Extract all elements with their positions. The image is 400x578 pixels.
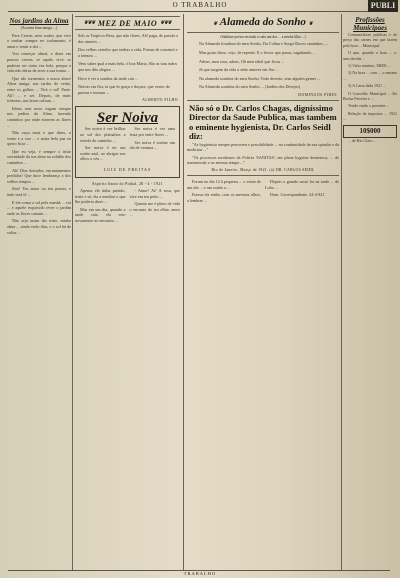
col3-bottom-left	[187, 179, 261, 205]
stanza: Doce é ver a sombra da tarde cair ...	[78, 75, 139, 81]
col4-bottom	[343, 138, 397, 143]
stanza: Na alameda sombria do meu Sonho, Todo deserto, sem alguém gemer ...	[199, 75, 321, 81]
stanza: Adeus, meu rosa, adeus, Oh meu ideal que ficou ...	[199, 58, 285, 64]
paragraph: Que eu veja, e sempre a triste serenidade da tua alma na solidão dos caminhos ...	[7, 148, 71, 166]
column-divider	[72, 14, 73, 570]
paragraph: 3) A Carta dada 1921 ...	[348, 83, 386, 89]
stanza: Vens saber qual a mais bela, ó boa Maria, São as tuas mãos que nos dão alegria ...	[78, 61, 178, 72]
paragraph: Quanto me é pleno de vida o encanto do teu olhar, amor ...	[129, 201, 180, 218]
stanza: Na Alameda sombria do meu Sonho ... (Jardim dos Desejos)	[199, 84, 301, 90]
seidl-headline: Não só o Dr. Carlos Chagas, digníssimo Director da Saude Publica, mas tambem o eminente hygienista, Dr. Carlos Seidl diz:	[189, 102, 337, 142]
column-3	[187, 16, 339, 571]
stanza: Dos velhos castelos que tenhas a vida, Pomas de rouxinol e a ternura ...	[78, 47, 178, 58]
paragraph: Sim! Teu amor ou teu pranto, e tudo será fé ...	[7, 186, 71, 198]
paragraph: Ser noiva é ver brilhar ao sol dos plainaltos a estrela do caminho ...	[80, 126, 126, 143]
col1-subtitle: (Ao meu bom amigo ...)	[20, 26, 58, 30]
paragraph: Relação de impostos ... 1921 ...	[343, 110, 397, 122]
mez-de-maio-banner	[75, 16, 180, 30]
divider	[187, 175, 339, 176]
divider	[187, 100, 339, 101]
ser-noiva-right	[130, 126, 176, 164]
dateline: Espirito Santo do Pinhal, 28 - 4 - 1921	[92, 181, 163, 186]
paragraph: Ideias sem nexo vagam sempre nos jardins da Alma, fazendo caminhos por onde morrem as flores ...	[7, 105, 71, 128]
col1-body	[7, 33, 71, 236]
ornament-icon: ❦❦❦	[160, 21, 172, 26]
paragraph: Estava ela então, com os mesmos olhos, a lembrar ...	[187, 192, 261, 203]
col2-bottom-left	[75, 188, 126, 226]
paragraph: Mas em um dia, quando a tarde caía, ela veio novamente ao encontro ...	[75, 206, 126, 223]
paragraph: E ele como o sol pela manhã ... vai ... e aquele esquecido rever o jardim onde as flores cantam ...	[7, 199, 71, 216]
paragraph: Vou começar afinal, e dizer em poucos versos, se aquilo vive; se pudesse ser outra vez bela, porque a vida não deixa de tecer a sua trama ...	[7, 51, 71, 74]
ser-noiva-title: Ser Noiva	[96, 110, 159, 127]
ser-noiva-body	[80, 126, 175, 164]
alameda-title	[187, 16, 339, 33]
paragraph: 1) Valor minimo, 3$000 ...	[348, 63, 391, 69]
column-4	[343, 16, 397, 571]
paragraph: "As hygienista sempre percorreu e possibilidade ... na continuidade da sua opinião e da medicina ..."	[187, 141, 339, 153]
paragraph: Não seja assim tão triste, minha alma ... ainda virão dias, e o sol há de voltar ...	[7, 218, 71, 235]
dateline: Rio de Janeiro, Março de 1921. (a) DR. CARLOS SEIDL	[211, 167, 315, 172]
footer-label: TRABALHO	[183, 571, 217, 576]
col4-headline: Profissões Municipaes	[353, 16, 387, 32]
banner-title: MEZ DE MAIO	[97, 18, 158, 28]
alameda-signature: DOMINGOS PIRES	[298, 92, 337, 97]
paragraph: Ah! Dias doirados, encantamentos perdidos! Que doce lembrança a dos velhos tempos ...	[7, 167, 71, 184]
alameda-poem	[187, 41, 339, 90]
paragraph: Que são tormentos a nossa alma! Alma amiga, nas tardes de verão, entre os galhos ... Virá o sol! Parte. Ali! ... e ser. Depois, de mais tristezas, nas horas calmas ...	[7, 75, 71, 104]
stanza: Mas gosto disso, vejo, de repente, E o fervor que passa, vagabundo ...	[199, 50, 316, 55]
paragraph: Dom. Correspondente, 24-4-921	[270, 192, 325, 198]
column-divider	[183, 14, 184, 570]
paragraph: - Amor! Ai! A rosa, que vive em teu peito ...	[129, 187, 180, 199]
col3-bottom	[187, 179, 339, 205]
ser-noiva-left	[80, 126, 126, 164]
paragraph: Ser noiva é ter um sonho azul, ao abrigar nos olhos o céu ...	[80, 145, 126, 162]
ser-noiva-box	[75, 106, 180, 178]
paragraph: 2) Na hora ... com ... o mesmo ...	[343, 70, 397, 81]
paragraph: Para Cereus, meu sonho, que vive a sonhar sempre no isolamento, é amar e sentir a dor ...	[7, 32, 71, 49]
paragraph: O Conselho Municipal ... Da Rocha Ferreira e ...	[343, 90, 397, 102]
paragraph: O que, quando a hora ... e, sem duvida ...	[343, 50, 397, 61]
paragraph: Apenas ele tinha partido, triste e só, ela a meditar o que lhe poderia dizer ...	[75, 187, 126, 205]
price-advert: 10$000	[343, 125, 397, 138]
mez-de-maio-poem	[75, 33, 180, 95]
stanza: Sob os Tropicos Bera, que não flores, Ah! paga, de paixão e dos amores ...	[78, 33, 179, 44]
masthead	[0, 0, 400, 14]
col1-headline: Nos jardins da Alma	[9, 17, 69, 25]
paragraph: Ser noiva é ver uma festa por entre flores ...	[129, 126, 175, 137]
ornament-icon: ❦❦❦	[83, 21, 95, 26]
ornament-icon: ❦	[213, 22, 218, 27]
stanza: Na Alameda frondosa do meu Sonho, Da Colina e Sorgo-Doces caminhos, ...	[199, 41, 329, 47]
col2-bottom	[75, 188, 180, 226]
paragraph: "Os processos modernos da Policia 'SANITAS', em plena hygiene domestica, ... de transmissão e ao mesmo tempo ..."	[187, 154, 339, 166]
poem-signature: ALBERTO FILHO	[142, 98, 178, 103]
masthead-rule	[8, 11, 370, 12]
column-1	[7, 16, 71, 571]
paragraph: Foram no dia 12 à pequena ... o vento de um dia ... e um sonho a ...	[187, 178, 261, 190]
column-2	[75, 16, 180, 571]
paragraph: Depois o grande susto foi na tarde ... de Lobo ...	[265, 178, 339, 190]
masthead-name: O TRABALHO	[172, 1, 228, 9]
col4-body	[343, 32, 397, 122]
paragraph: Tendo vindo o presente ...	[348, 103, 390, 109]
paragraph: ... de Rio Claro ...	[348, 137, 377, 143]
col2-bottom-right	[130, 188, 181, 226]
seidl-body	[187, 142, 339, 166]
ornament-icon: ❦	[308, 22, 313, 27]
paragraph: Ser noiva é sonhar um dia de ventura ...	[129, 139, 175, 151]
col3-bottom-right	[265, 179, 339, 205]
paragraph: Não ouço mais o que dizes, o vento e a voz ... e nesta bela paz eu quero ficar ...	[7, 130, 71, 147]
dedication: (Sublime poesia recitada a cada um dos ... a minha filha ...)	[220, 35, 306, 39]
stanza: Noivas em flor, tu que és graça e doçura, que vestes de pureza e ternura ...	[78, 84, 170, 95]
column-divider	[341, 14, 342, 570]
paragraph: Consumidores publicas e de preço das carnes em que fazem pela hora ... Municipal.	[343, 32, 397, 48]
page-footer	[0, 570, 400, 578]
corner-mark: PUBLI	[368, 0, 398, 12]
byline: LUIZ DE FREITAS	[103, 166, 152, 172]
stanza: Já que surgem da vida a série amores em flor ...	[199, 67, 279, 73]
alameda-title-text: Alameda do Sonho	[219, 16, 306, 28]
